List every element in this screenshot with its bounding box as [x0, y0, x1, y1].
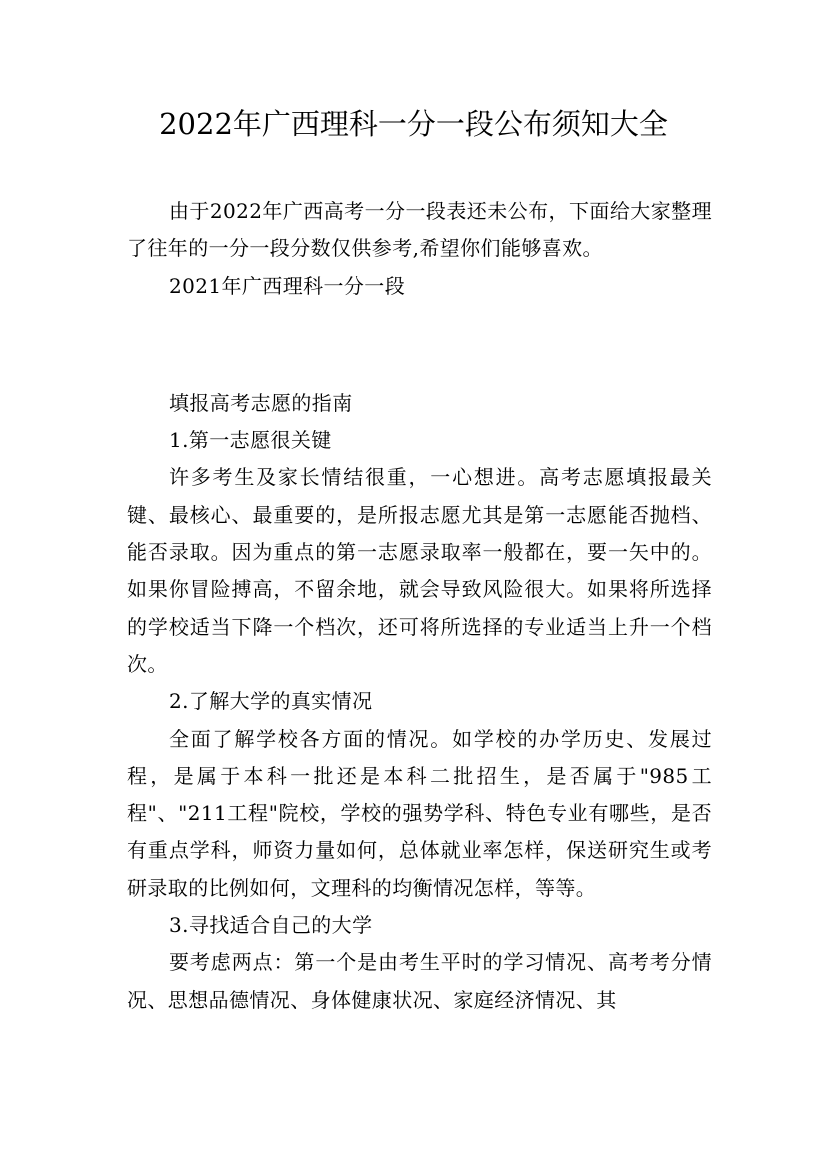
subheading-2021: 2021年广西理科一分一段	[169, 273, 406, 298]
blank-space	[127, 305, 712, 385]
section-1-heading: 1.第一志愿很关键	[169, 428, 332, 453]
document-title: 2022年广西理科一分一段公布须知大全	[159, 107, 668, 141]
guide-heading: 填报高考志愿的指南	[169, 390, 353, 415]
section-3-body: 要考虑两点：第一个是由考生平时的学习情况、高考考分情况、思想品德情况、身体健康状况、家庭经济情况、其	[127, 950, 712, 1012]
section-2-heading: 2.了解大学的真实情况	[169, 689, 373, 714]
section-2-body: 全面了解学校各方面的情况。如学校的办学历史、发展过程，是属于本科一批还是本科二批招生，是否属于"985工程"、"211工程"院校，学校的强势学科、特色专业有哪些，是否有重点学科，师资力量如何，总体就业率怎样，保送研究生或考研录取的比例如何，文理科的均衡情况怎样，等等。	[127, 726, 712, 900]
intro-paragraph: 由于2022年广西高考一分一段表还未公布，下面给大家整理了往年的一分一段分数仅供参考,希望你们能够喜欢。	[127, 199, 712, 261]
section-3-heading: 3.寻找适合自己的大学	[169, 913, 373, 938]
section-1-body: 许多考生及家长情结很重，一心想进。高考志愿填报最关键、最核心、最重要的，是所报志愿尤其是第一志愿能否抛档、能否录取。因为重点的第一志愿录取率一般都在，要一矢中的。如果你冒险搏高，不留余地，就会导致风险很大。如果将所选择的学校适当下降一个档次，还可将所选择的专业适当上升一个档次。	[127, 465, 712, 676]
document-body	[127, 193, 712, 1019]
